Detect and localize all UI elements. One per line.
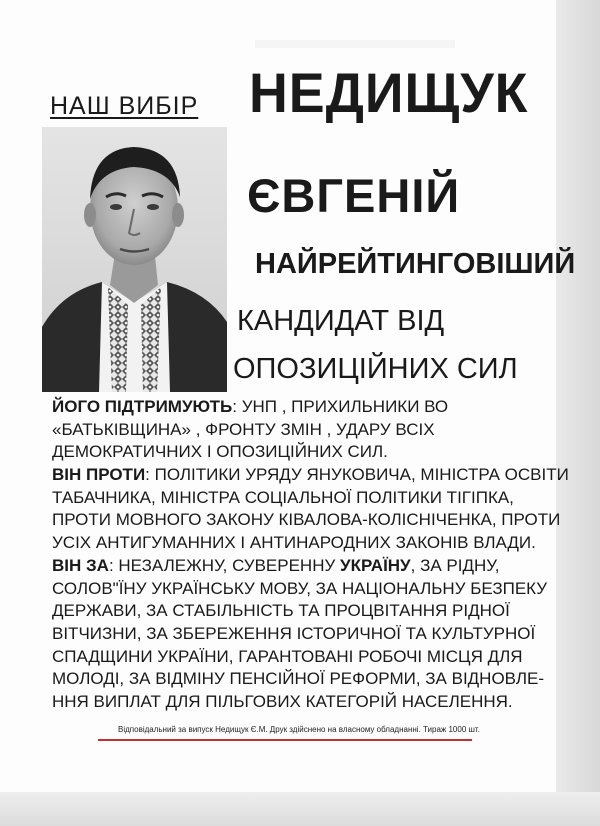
our-choice-heading	[50, 92, 198, 121]
against-line-1	[52, 464, 572, 487]
for-text-1a: : НЕЗАЛЕЖНУ, СУВЕРЕННУ	[108, 555, 341, 575]
for-line-4: ВІТЧИЗНИ, ЗА ЗБЕРЕЖЕННЯ ІСТОРИЧНОЇ ТА КУЛЬТУРНОЇ	[52, 623, 536, 643]
against-text-1: : ПОЛІТИКИ УРЯДУ ЯНУКОВИЧА, МІНІСТРА ОСВІТИ	[145, 465, 569, 485]
for-text-ukraine: УКРАЇНУ	[340, 555, 411, 575]
tagline-line-3: ОПОЗИЦІЙНИХ СИЛ	[233, 353, 518, 385]
tagline-line-1: НАЙРЕЙТИНГОВІШИЙ	[255, 248, 576, 280]
for-line-3: ДЕРЖАВИ, ЗА СТАБІЛЬНІСТЬ ТА ПРОЦВІТАННЯ РІДНОЇ	[52, 601, 510, 621]
red-rule	[98, 739, 472, 741]
candidate-surname: НЕДИЩУК	[249, 61, 529, 124]
support-line-1	[52, 396, 572, 419]
our-choice-text: НАШ ВИБІР	[50, 92, 199, 120]
support-line-3: ДЕМОКРАТИЧНИХ І ОПОЗИЦІЙНИХ СИЛ.	[52, 442, 388, 462]
for-line-1	[52, 555, 572, 578]
support-text-1: : УНП , ПРИХИЛЬНИКИ ВО	[232, 397, 449, 416]
scan-edge-bottom	[0, 792, 600, 826]
bleed-through-shadow	[255, 40, 455, 48]
for-text-1c: , ЗА РІДНУ,	[410, 555, 500, 575]
for-line-7: ННЯ ВИПЛАТ ДЛЯ ПІЛЬГОВИХ КАТЕГОРІЙ НАСЕЛЕННЯ.	[52, 691, 513, 711]
against-label: ВІН ПРОТИ	[52, 465, 146, 485]
for-line-2: СОЛОВ"ЇНУ УКРАЇНСЬКУ МОВУ, ЗА НАЦІОНАЛЬНУ БЕЗПЕКУ	[52, 578, 548, 598]
against-line-4: УСІХ АНТИГУМАННИХ І АНТИНАРОДНИХ ЗАКОНІВ ВЛАДИ.	[52, 533, 536, 553]
support-label: ЙОГО ПІДТРИМУЮТЬ	[52, 397, 233, 416]
for-line-5: СПАДЩИНИ УКРАЇНИ, ГАРАНТОВАНІ РОБОЧІ МІСЦЯ ДЛЯ	[52, 646, 523, 666]
platform-text	[52, 396, 572, 714]
portrait-illustration	[42, 127, 227, 392]
candidate-first-name: ЄВГЕНІЙ	[247, 169, 461, 222]
imprint-note: Відповідальний за випуск Недищук Є.М. Друк здійснено на власному обладнанні. Тираж 1000 шт.	[118, 725, 480, 734]
against-line-2: ТАБАЧНИКА, МІНІСТРА СОЦІАЛЬНОЇ ПОЛІТИКИ ТІГІПКА,	[52, 487, 514, 507]
for-label: ВІН ЗА	[52, 555, 109, 575]
candidate-portrait-photo	[42, 127, 227, 392]
support-line-2: «БАТЬКІВЩИНА» , ФРОНТУ ЗМІН , УДАРУ ВСІХ	[52, 419, 435, 439]
for-line-6: МОЛОДІ, ЗА ВІДМІНУ ПЕНСІЙНОЇ РЕФОРМИ, ЗА ВІДНОВЛЕ-	[52, 669, 544, 689]
against-line-3: ПРОТИ МОВНОГО ЗАКОНУ КІВАЛОВА-КОЛІСНІЧЕНКА, ПРОТИ	[52, 510, 561, 530]
tagline-line-2: КАНДИДАТ ВІД	[237, 305, 445, 337]
